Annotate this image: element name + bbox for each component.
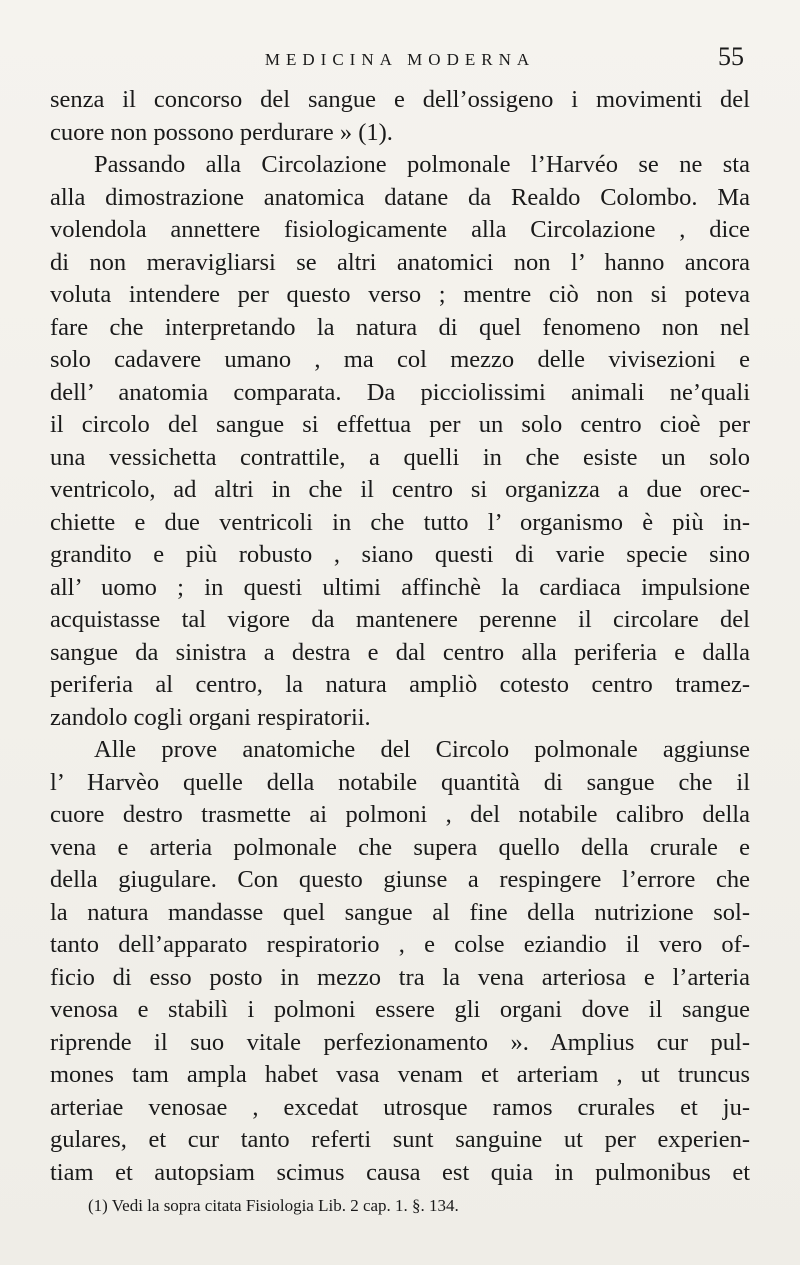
- footnote: (1) Vedi la sopra citata Fisiologia Lib. 2 cap. 1. §. 134.: [88, 1196, 459, 1215]
- text-line: alla dimostrazione anatomica datane da Realdo Colombo. Ma: [50, 183, 750, 211]
- text-line: grandito e più robusto , siano questi di varie specie sino: [50, 541, 750, 568]
- text-line: di non meravigliarsi se altri anatomici non l’ hanno ancora: [50, 248, 750, 276]
- text-line: l’ Harvèo quelle della notabile quantità di sangue che il: [50, 768, 750, 796]
- text-line: ventricolo, ad altri in che il centro si organizza a due orec-: [50, 476, 750, 503]
- text-line: ficio di esso posto in mezzo tra la vena arteriosa e l’arteria: [50, 963, 750, 991]
- text-line: una vessichetta contrattile, a quelli in che esiste un solo: [50, 443, 750, 471]
- text-line: chiette e due ventricoli in che tutto l’ organismo è più in-: [50, 508, 750, 536]
- text-line: Passando alla Circolazione polmonale l’Harvéo se ne sta: [94, 151, 750, 178]
- text-line: cuore non possono perdurare » (1).: [50, 118, 393, 146]
- text-line: senza il concorso del sangue e dell’ossigeno i movimenti del: [50, 86, 750, 113]
- text-line: fare che interpretando la natura di quel fenomeno non nel: [50, 313, 750, 341]
- text-line: cuore destro trasmette ai polmoni , del notabile calibro della: [50, 801, 750, 828]
- body-text: [50, 84, 750, 1189]
- text-line: della giugulare. Con questo giunse a respingere l’errore che: [50, 866, 750, 893]
- text-line: dell’ anatomia comparata. Da picciolissimi animali ne’quali: [50, 378, 750, 406]
- text-line: voluta intendere per questo verso ; mentre ciò non si poteva: [50, 281, 750, 308]
- text-line: vena e arteria polmonale che supera quello della crurale e: [50, 833, 750, 861]
- text-line: all’ uomo ; in questi ultimi affinchè la cardiaca impulsione: [50, 573, 750, 601]
- text-line: riprende il suo vitale perfezionamento ». Amplius cur pul-: [50, 1028, 750, 1056]
- text-line: venosa e stabilì i polmoni essere gli organi dove il sangue: [50, 996, 750, 1023]
- running-head: [48, 40, 752, 80]
- text-line: mones tam ampla habet vasa venam et arteriam , ut truncus: [50, 1061, 750, 1088]
- text-line: acquistasse tal vigore da mantenere perenne il circolare del: [50, 606, 750, 633]
- text-line: il circolo del sangue si effettua per un solo centro cioè per: [50, 411, 750, 438]
- text-line: la natura mandasse quel sangue al fine della nutrizione sol-: [50, 898, 750, 926]
- text-line: volendola annettere fisiologicamente alla Circolazione , dice: [50, 216, 750, 243]
- text-line: sangue da sinistra a destra e dal centro alla periferia e dalla: [50, 638, 750, 666]
- text-line: gulares, et cur tanto referti sunt sanguine ut per experien-: [50, 1126, 750, 1153]
- text-line: Alle prove anatomiche del Circolo polmonale aggiunse: [94, 736, 750, 763]
- running-title: MEDICINA MODERNA: [264, 50, 536, 69]
- page-number: 55: [718, 42, 744, 71]
- text-line: tanto dell’apparato respiratorio , e colse eziandio il vero of-: [50, 931, 750, 958]
- footnote-separator: [50, 1174, 750, 1175]
- text-line: zandolo cogli organi respiratorii.: [50, 703, 371, 731]
- text-line: tiam et autopsiam scimus causa est quia in pulmonibus et: [50, 1158, 750, 1186]
- text-line: arteriae venosae , excedat utrosque ramos crurales et ju-: [50, 1093, 750, 1121]
- text-line: periferia al centro, la natura ampliò cotesto centro tramez-: [50, 671, 750, 698]
- text-line: solo cadavere umano , ma col mezzo delle vivisezioni e: [50, 346, 750, 373]
